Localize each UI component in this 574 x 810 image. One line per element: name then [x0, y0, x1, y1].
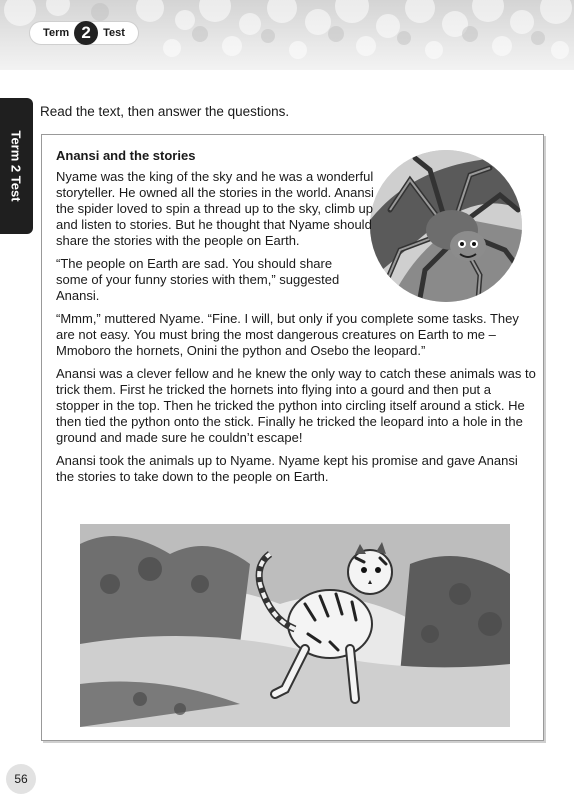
page-number: 56: [6, 764, 36, 794]
story-title: Anansi and the stories: [56, 148, 196, 163]
story-paragraph: Anansi took the animals up to Nyame. Nyame kept his promise and gave Anansi the stories to take down to the people on Earth.: [56, 452, 518, 484]
term-word: Term: [43, 27, 70, 39]
test-word: Test: [103, 27, 125, 39]
instruction-text: Read the text, then answer the questions.: [40, 104, 290, 119]
side-tab: [0, 98, 33, 234]
leopard-illustration: [80, 524, 510, 727]
term-number: 2: [74, 21, 98, 45]
story-text: [56, 148, 536, 491]
side-tab-label: Term 2 Test: [8, 130, 24, 202]
story-paragraph: “The people on Earth are sad. You should share some of your funny stories with them,” suggested Anansi.: [56, 256, 340, 304]
story-paragraph: “Mmm,” muttered Nyame. “Fine. I will, but only if you complete some tasks. They are not easy. You must bring the most dangerous creatures on Earth to me – Mmoboro the hornets, Onini the python and Osebo the leopard.”: [56, 310, 519, 359]
header-band: [0, 0, 574, 70]
term-badge: [30, 22, 138, 44]
story-paragraph: Anansi was a clever fellow and he knew the only way to catch these animals was to trick them. First he tricked the hornets into flying into a gourd and then put a stopper in the top. Then he tricked the python into circling itself around a stick. He then tied the python onto the stick. Finally he tricked the leopard into a hole in the ground and made sure he couldn’t escape!: [56, 365, 536, 445]
story-paragraph: Nyame was the king of the sky and he was a wonderful storyteller. He owned all the stories in the world. Anansi the spider loved to spin a thread up to the sky, climb up and listen to stories. But he thought that Nyame should share the stories with the people on Earth.: [56, 169, 374, 249]
